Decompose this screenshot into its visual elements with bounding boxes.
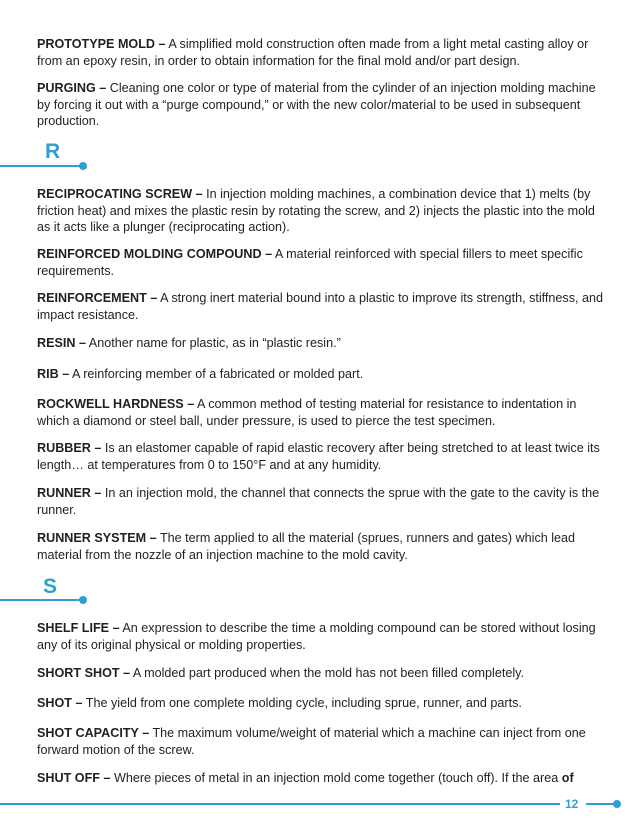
footer-rule-left	[0, 803, 560, 805]
entry-term: SHOT –	[37, 696, 83, 710]
entry-term: REINFORCEMENT –	[37, 291, 158, 305]
entry-term: ROCKWELL HARDNESS –	[37, 397, 195, 411]
entry-definition: Is an elastomer capable of rapid elastic recovery after being stretched to at least twice its length… at temperatures from 0 to 150°F and at any humidity.	[37, 441, 600, 472]
glossary-entry-rubber	[37, 440, 607, 473]
entry-definition: A molded part produced when the mold has not been filled completely.	[130, 666, 524, 680]
entry-definition-bold: of	[561, 771, 574, 785]
entry-term: REINFORCED MOLDING COMPOUND –	[37, 247, 273, 261]
entry-definition: An expression to describe the time a molding compound can be stored without losing any of its original physical or molding properties.	[37, 621, 596, 652]
glossary-entry-reciprocating-screw	[37, 186, 607, 236]
entry-term: SHOT CAPACITY –	[37, 726, 150, 740]
glossary-entry-shot-capacity	[37, 725, 607, 758]
section-divider-s	[0, 599, 82, 601]
glossary-entry-reinforcement	[37, 290, 607, 323]
entry-term: PURGING –	[37, 81, 107, 95]
entry-term: RUNNER SYSTEM –	[37, 531, 157, 545]
entry-definition: A simplified mold construction often made from a light metal casting alloy or from an epoxy resin, in order to obtain information for the final mold and/or part design.	[37, 37, 589, 68]
glossary-entry-resin	[37, 335, 607, 352]
entry-definition: A strong inert material bound into a plastic to improve its strength, stiffness, and impact resistance.	[37, 291, 604, 322]
entry-term: RIB –	[37, 367, 70, 381]
glossary-entry-rockwell-hardness	[37, 396, 607, 429]
glossary-entry-reinforced-molding-compound	[37, 246, 607, 279]
entry-definition: A material reinforced with special fillers to meet specific requirements.	[37, 247, 583, 278]
entry-definition: The yield from one complete molding cycle, including sprue, runner, and parts.	[82, 696, 522, 710]
entry-term: SHUT OFF –	[37, 771, 111, 785]
footer-dot	[613, 800, 621, 808]
section-divider-dot	[79, 596, 87, 604]
entry-term: RESIN –	[37, 336, 86, 350]
entry-term: PROTOTYPE MOLD –	[37, 37, 166, 51]
entry-term: SHORT SHOT –	[37, 666, 131, 680]
entry-definition: Where pieces of metal in an injection mold come together (touch off). If the area	[110, 771, 562, 785]
section-divider-r	[0, 165, 82, 167]
section-letter-r: R	[45, 140, 61, 163]
section-letter-s: S	[43, 575, 58, 598]
entry-definition: The term applied to all the material (sprues, runners and gates) which lead material from the nozzle of an injection machine to the mold cavity.	[37, 531, 576, 562]
entry-definition: A reinforcing member of a fabricated or molded part.	[69, 367, 364, 381]
entry-term: RECIPROCATING SCREW –	[37, 187, 203, 201]
section-divider-dot	[79, 162, 87, 170]
entry-term: RUBBER –	[37, 441, 102, 455]
entry-term: SHELF LIFE –	[37, 621, 120, 635]
glossary-entry-short-shot	[37, 665, 607, 682]
entry-definition: In injection molding machines, a combination device that 1) melts (by friction heat) and mixes the plastic resin by rotating the screw, and 2) injects the plastic into the mold as it acts like a plunger (reciprocating action).	[37, 187, 595, 234]
glossary-entry-shot	[37, 695, 607, 712]
glossary-entry-shut-off	[37, 770, 607, 787]
glossary-entry-purging	[37, 80, 607, 130]
entry-term: RUNNER –	[37, 486, 102, 500]
entry-definition: In an injection mold, the channel that connects the sprue with the gate to the cavity is the runner.	[37, 486, 600, 517]
glossary-entry-shelf-life	[37, 620, 607, 653]
entry-definition: Cleaning one color or type of material from the cylinder of an injection molding machine by forcing it out with a “purge compound,” or with the new color/material to be used in subsequent production.	[37, 81, 596, 128]
entry-definition: A common method of testing material for resistance to indentation in which a diamond or steel ball, under pressure, is used to pierce the test specimen.	[37, 397, 577, 428]
page-number: 12	[565, 797, 579, 811]
glossary-entry-runner-system	[37, 530, 607, 563]
glossary-entry-prototype-mold	[37, 36, 607, 69]
glossary-entry-rib	[37, 366, 607, 383]
glossary-entry-runner	[37, 485, 607, 518]
footer-rule-right	[586, 803, 616, 805]
entry-definition: The maximum volume/weight of material which a machine can inject from one forward motion of the screw.	[37, 726, 586, 757]
entry-definition: Another name for plastic, as in “plastic resin.”	[86, 336, 341, 350]
